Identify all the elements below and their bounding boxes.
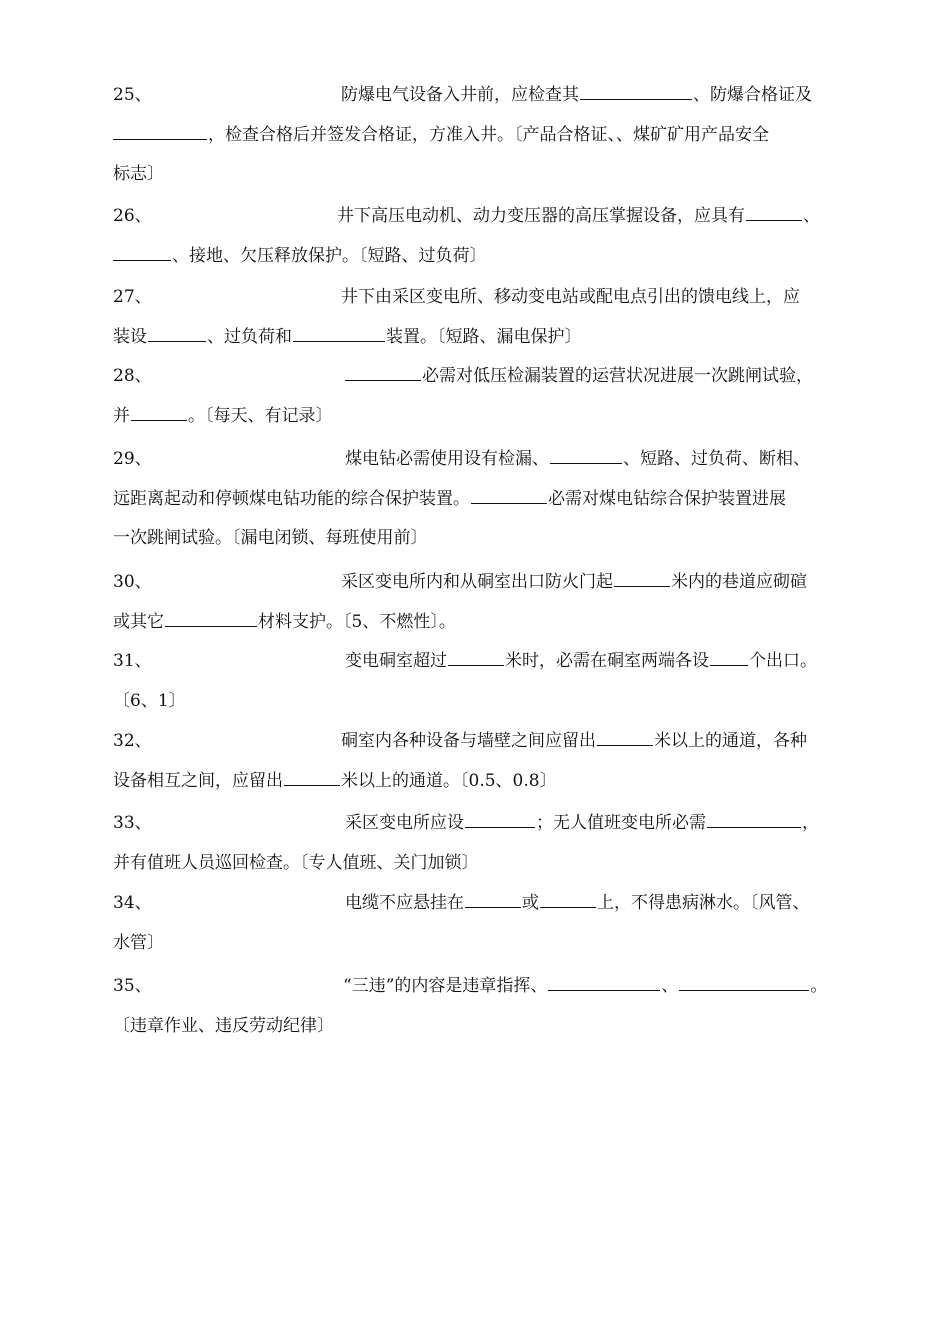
question-number: 25、 xyxy=(113,85,152,105)
question-text: 电缆不应悬挂在 或 上，不得患病淋水。〔风管、 xyxy=(345,884,810,924)
question-35 xyxy=(113,967,865,1046)
question-line: 、接地、欠压释放保护。〔短路、过负荷〕 xyxy=(113,237,865,277)
question-line xyxy=(113,967,865,1007)
answer-blank xyxy=(550,441,622,464)
answer-blank xyxy=(540,885,596,908)
answer-blank xyxy=(148,319,206,342)
question-number: 29、 xyxy=(113,449,152,469)
answer-blank xyxy=(465,885,521,908)
question-line xyxy=(113,278,865,318)
answer-blank xyxy=(707,805,801,828)
question-30 xyxy=(113,563,865,642)
answer-blank xyxy=(710,643,748,666)
question-31 xyxy=(113,642,865,721)
question-line xyxy=(113,884,865,924)
question-text: 防爆电气设备入井前，应检查其 、防爆合格证及 xyxy=(341,76,812,116)
question-number: 34、 xyxy=(113,893,152,913)
question-number: 33、 xyxy=(113,813,152,833)
question-line: 装设 、过负荷和 装置。〔短路、漏电保护〕 xyxy=(113,318,865,358)
question-25 xyxy=(113,76,865,195)
question-line: ，检查合格后并签发合格证，方准入井。〔产品合格证、、煤矿矿用产品安全 xyxy=(113,116,865,156)
question-text: 变电硐室超过 米时，必需在硐室两端各设 个出口。 xyxy=(345,642,817,682)
answer-blank xyxy=(580,77,692,100)
question-line: 远距离起动和停顿煤电钻功能的综合保护装置。 必需对煤电钻综合保护装置进展 xyxy=(113,480,865,520)
question-text: 硐室内各种设备与墙壁之间应留出 米以上的通道，各种 xyxy=(341,722,807,762)
question-line: 〔6、1〕 xyxy=(113,690,186,711)
question-line xyxy=(113,76,865,116)
answer-blank xyxy=(113,238,171,261)
question-28 xyxy=(113,357,865,436)
question-line xyxy=(113,722,865,762)
question-number: 32、 xyxy=(113,731,152,751)
question-text: “三违”的内容是违章指挥、 、 。 xyxy=(343,967,827,1007)
question-number: 35、 xyxy=(113,976,152,996)
question-26 xyxy=(113,197,865,276)
question-line: 一次跳闸试验。〔漏电闭锁、每班使用前〕 xyxy=(113,528,428,548)
question-text: 采区变电所应设 ；无人值班变电所必需 ， xyxy=(345,804,819,844)
question-line: 或其它 材料支护。〔5、不燃性〕。 xyxy=(113,603,865,643)
question-33 xyxy=(113,804,865,883)
question-text: 井下由采区变电所、移动变电站或配电点引出的馈电线上，应 xyxy=(341,287,800,307)
question-32 xyxy=(113,722,865,801)
question-line xyxy=(113,440,865,480)
question-text: 煤电钻必需使用设有检漏、 、短路、过负荷、断相、 xyxy=(345,440,810,480)
question-line xyxy=(113,197,865,237)
answer-blank xyxy=(113,117,207,140)
question-29 xyxy=(113,440,865,559)
question-line xyxy=(113,804,865,844)
answer-blank xyxy=(614,564,670,587)
answer-blank xyxy=(465,805,535,828)
question-text: 必需对低压检漏装置的运营状况进展一次跳闸试验， xyxy=(345,357,813,397)
question-line xyxy=(113,357,865,397)
question-line: 并 。〔每天、有记录〕 xyxy=(113,397,865,437)
question-line: 水管〕 xyxy=(113,932,164,953)
question-line: 标志〕 xyxy=(113,164,164,184)
question-text: 采区变电所内和从硐室出口防火门起 米内的巷道应砌碹 xyxy=(341,563,807,603)
answer-blank xyxy=(746,198,802,221)
answer-blank xyxy=(679,968,809,991)
question-number: 28、 xyxy=(113,366,152,386)
answer-blank xyxy=(448,643,504,666)
question-line: 并有值班人员巡回检查。〔专人值班、关门加锁〕 xyxy=(113,852,479,873)
answer-blank xyxy=(471,481,547,504)
answer-blank xyxy=(165,604,257,627)
answer-blank xyxy=(293,319,385,342)
question-number: 26、 xyxy=(113,206,152,226)
answer-blank xyxy=(597,723,653,746)
question-line: 设备相互之间，应留出 米以上的通道。〔0.5、0.8〕 xyxy=(113,762,865,802)
question-line xyxy=(113,563,865,603)
question-number: 27、 xyxy=(113,287,152,307)
answer-blank xyxy=(548,968,660,991)
answer-blank xyxy=(345,358,421,381)
question-line: 〔违章作业、违反劳动纪律〕 xyxy=(113,1015,334,1036)
question-34 xyxy=(113,884,865,963)
answer-blank xyxy=(284,763,340,786)
question-number: 30、 xyxy=(113,572,152,592)
question-line xyxy=(113,642,865,682)
question-27 xyxy=(113,278,865,357)
question-text: 井下高压电动机、动力变压器的高压掌握设备，应具有 、 xyxy=(337,197,820,237)
question-number: 31、 xyxy=(113,651,152,671)
answer-blank xyxy=(131,398,187,421)
